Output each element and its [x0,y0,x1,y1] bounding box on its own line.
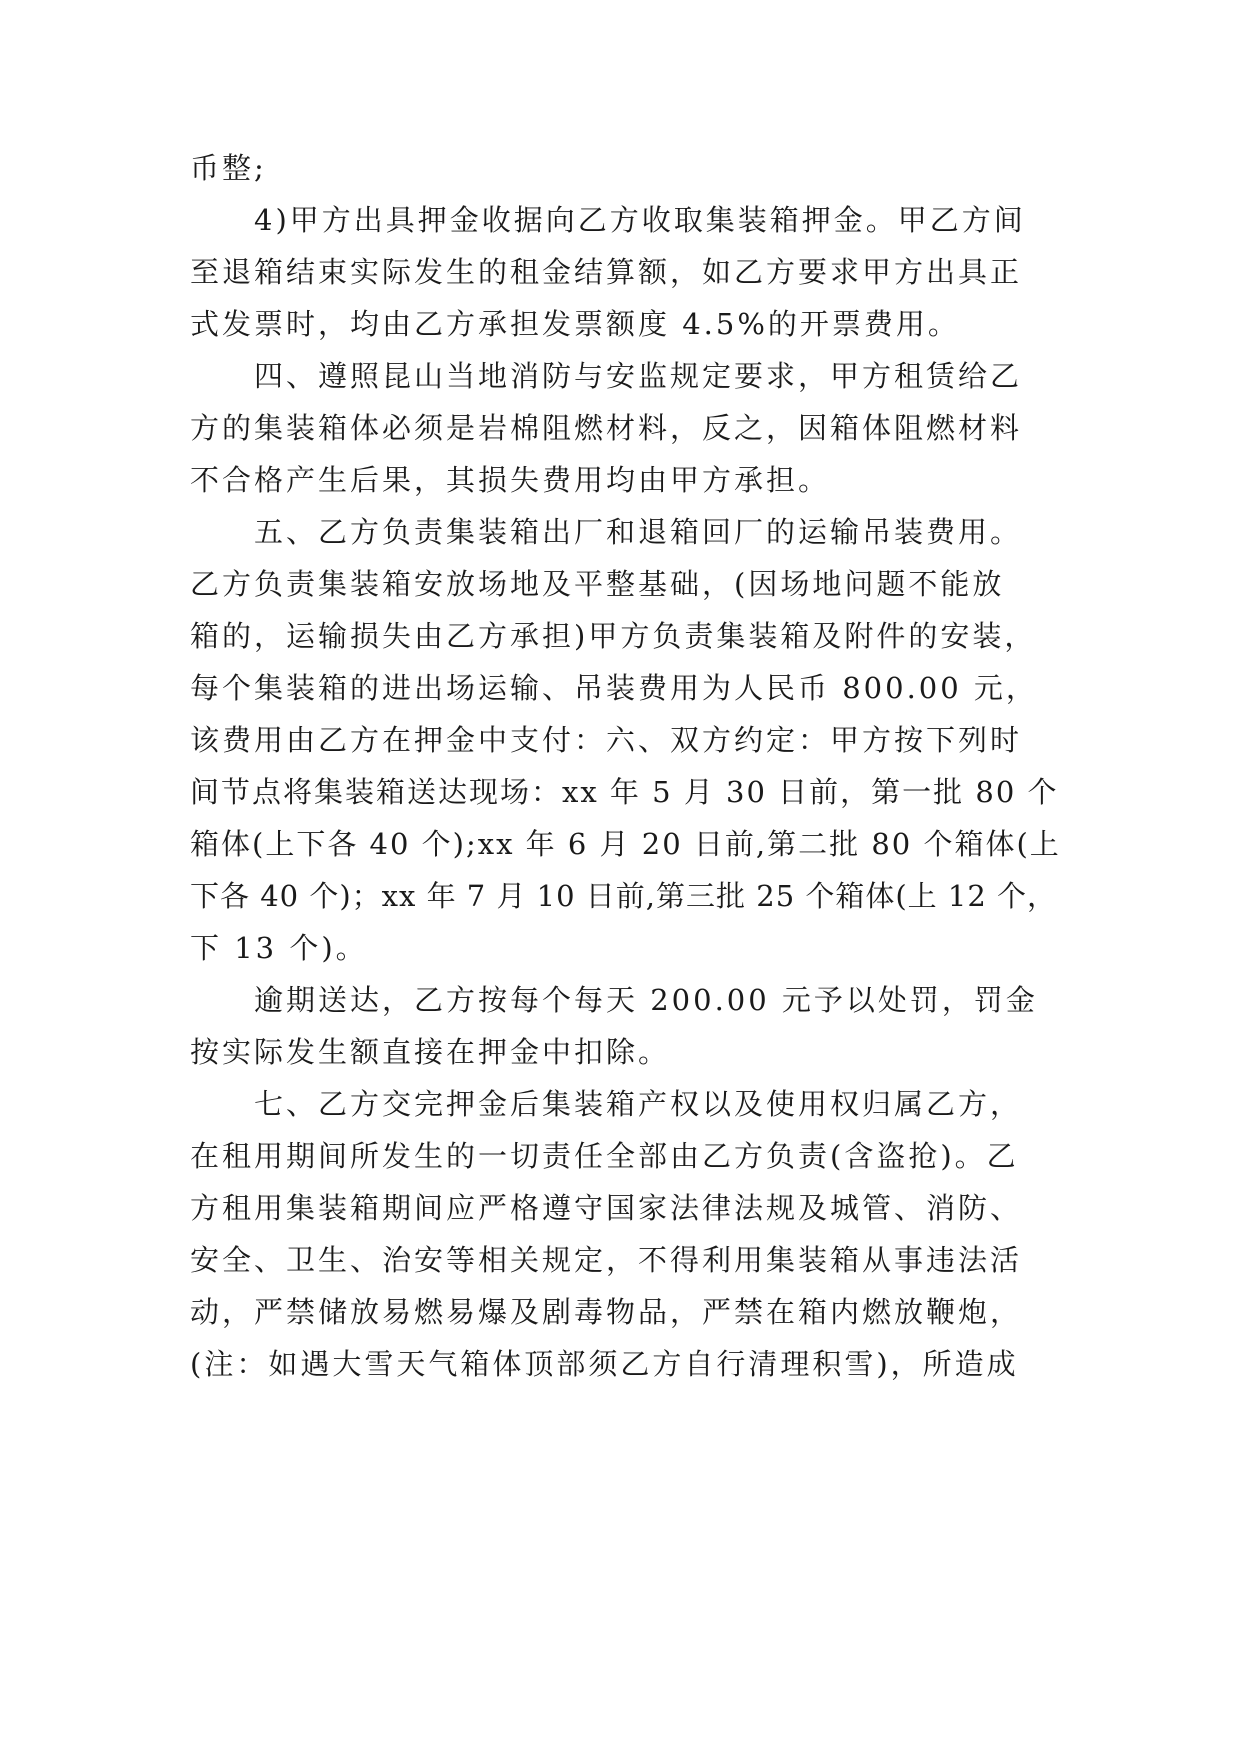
text-line-5: 四、遵照昆山当地消防与安监规定要求，甲方租赁给乙 [254,359,1023,393]
text-line-12: 该费用由乙方在押金中支付：六、双方约定：甲方按下列时 [190,723,1023,757]
text-line-19: 七、乙方交完押金后集装箱产权以及使用权归属乙方， [254,1087,1023,1121]
text-line-10: 箱的，运输损失由乙方承担)甲方负责集装箱及附件的安装， [190,619,1037,653]
text-line-21: 方租用集装箱期间应严格遵守国家法律法规及城管、消防、 [190,1191,1023,1225]
text-line-13: 间节点将集装箱送达现场：xx 年 5 月 30 日前，第一批 80 个 [190,775,1059,809]
text-line-3: 至退箱结束实际发生的租金结算额，如乙方要求甲方出具正 [190,255,1023,289]
text-line-1: 币整; [190,151,267,185]
text-line-18: 按实际发生额直接在押金中扣除。 [190,1035,671,1069]
text-line-8: 五、乙方负责集装箱出厂和退箱回厂的运输吊装费用。 [254,515,1023,549]
text-line-20: 在租用期间所发生的一切责任全部由乙方负责(含盗抢)。乙 [190,1139,1019,1173]
text-line-17: 逾期送达，乙方按每个每天 200.00 元予以处罚，罚金 [254,983,1038,1017]
text-line-23: 动，严禁储放易燃易爆及剧毒物品，严禁在箱内燃放鞭炮， [190,1295,1023,1329]
text-line-9: 乙方负责集装箱安放场地及平整基础，(因场地问题不能放 [190,567,1005,601]
text-line-16: 下 13 个)。 [190,931,368,965]
text-line-11: 每个集装箱的进出场运输、吊装费用为人民币 800.00 元， [190,671,1038,705]
text-line-24: (注：如遇大雪天气箱体顶部须乙方自行清理积雪)，所造成 [190,1347,1019,1381]
text-line-14: 箱体(上下各 40 个);xx 年 6 月 20 日前,第二批 80 个箱体(上 [190,827,1061,861]
text-line-4: 式发票时，均由乙方承担发票额度 4.5%的开票费用。 [190,307,960,341]
text-line-15: 下各 40 个)；xx 年 7 月 10 日前,第三批 25 个箱体(上 12 个， [190,879,1058,913]
text-line-22: 安全、卫生、治安等相关规定，不得利用集装箱从事违法活 [190,1243,1023,1277]
text-line-6: 方的集装箱体必须是岩棉阻燃材料，反之，因箱体阻燃材料 [190,411,1023,445]
text-line-2: 4)甲方出具押金收据向乙方收取集装箱押金。甲乙方间 [254,203,1026,237]
text-line-7: 不合格产生后果，其损失费用均由甲方承担。 [190,463,831,497]
